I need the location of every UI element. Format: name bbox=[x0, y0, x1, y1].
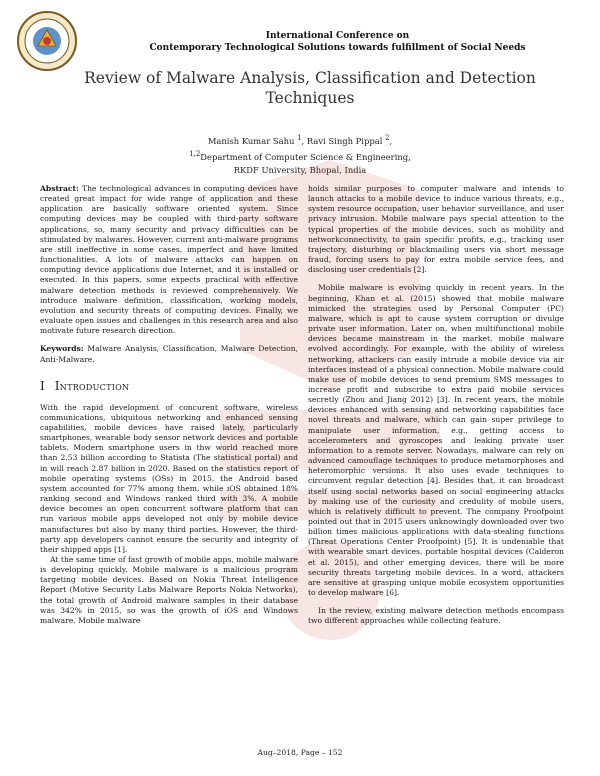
paper-title: Review of Malware Analysis, Classification and Detection Techniques bbox=[84, 69, 536, 107]
affiliation-sup: 1,2 bbox=[189, 149, 201, 158]
university-seal-logo bbox=[16, 10, 78, 72]
university-line: RKDF University, Bhopal, India bbox=[233, 164, 367, 175]
department: Department of Computer Science & Engineering, bbox=[200, 151, 411, 162]
conference-line-1: International Conference on bbox=[265, 31, 410, 41]
conference-line-2: Contemporary Technological Solutions towards fulfillment of Social Needs bbox=[149, 43, 526, 53]
section-number: I bbox=[40, 378, 45, 393]
abstract-label: Abstract: bbox=[40, 184, 79, 193]
author-2-sup: 2 bbox=[385, 134, 390, 142]
abstract-text: The technological advances in computing devices have created great impact for wide range of application and these application are basically software oriented system. Since computing devices may be coupled with third-party software applications, so, many security and privacy difficulties can be stimulated by malwares. However, current anti-malware programs are still ineffective in some cases, imperfect and have limited functionalities. A lots of malware attacks can happen on computing device applications due Internet, and it is installed or executed. In this papers, some expects practical with effective malware detection methods is reviewed comprehensively. We introduce malware definition, classification, working models, evolution and security threats of computing devices. Finally, we evaluate open issues and challenges in this research area and also motivate future research direction. bbox=[40, 184, 298, 336]
page-footer: Aug–2018, Page – 152 bbox=[257, 748, 343, 757]
left-paragraph-1: With the rapid development of concurent software, wireless communications, ubiquitous networking and enhanced sensing capabilities, mobile devices have raised lately, particularly smartphones, wearable body sensor network devices and portable tablets. Modern smartphone users in thw world reached more than 2.53 billion according to Statista (The statistical portal) and in will reach 2.87 billion in 2020. Based on the statistics report of mobile operating systems (OSs) in 2015, the Android based system accounted for 77% among them, while iOS obtained 18% ranking second and Windows ranked third with 3%. A mobile device becomes an open concurrent software platform that can run various mobile apps developed not only by mobile device manufactures but also by many third parties. However, the third-party app developers cannot ensure the security and integrity of their shipped apps [1]. bbox=[40, 402, 298, 554]
section-heading-introduction bbox=[40, 379, 298, 393]
right-paragraph-2: Mobile malware is evolving quickly in recent years. In the beginning, Khan et al. (2015) showed that mobile malware mimicked the strategies used by Personal Computer (PC) malware, which is apt to cause system corruption or divulge private user information. Later on, when multifunctional mobile devices became mainstream in the market, mobile malware evolved accordingly. For example, with the ability of wireless networking, attackers can easily intrude a mobile device via air interfaces instead of a physical connection. Mobile malware could make use of mobile devices to send premium SMS messages to increase profit and subscribe to extra paid mobile services secretly (Zhou and Jiang 2012) [3]. In recent years, the mobile devices enhanced with sensing and networking capabilities face novel threats and malware, which can gain super privilege to manipulate user information, e.g., getting access to accelerometers and gyroscopes and leaking private user information to a remote server. Nowadays, malware can rely on advanced camouflage techniques to produce metamorphoses and heteromorphic versions. It also uses evade techniques to circumvent regular detection [4]. Besides that, it can broadcast itself using social networks based on social engineering attacks by making use of the curiosity and credulity of mobile users, which is relatively difficult to prevent. The company Proofpoint pointed out that in 2015 users unknowingly downloaded over two billion times malicious applications with data-stealing functions (Threat Operations Center Proofpoint) [5]. It is undeniable that with wearable smart devices, portable hospital devices (Calderon et al. 2015), and other emerging devices, there will be more security threats targeting mobile devices. In a word, attackers are sensitive at grasping unique mobile ecosystem opportunities to develop malware [6]. bbox=[308, 283, 564, 598]
left-column bbox=[40, 184, 298, 626]
author-block bbox=[0, 132, 600, 177]
keywords-label: Keywords: bbox=[40, 344, 84, 354]
right-paragraph-3: In the review, existing malware detection methods encompass two different approaches while collecting feature. bbox=[308, 606, 564, 626]
section-title: Introduction bbox=[54, 378, 130, 393]
keywords-text: Malware Analysis, Classification, Malware Detection, Anti-Malware. bbox=[40, 344, 299, 364]
author-line: Manish Kumar Sahu $^1$, Ravi Singh Pippal $^2$, bbox=[207, 134, 393, 146]
author-1-name: Manish Kumar Sahu bbox=[207, 135, 295, 146]
abstract bbox=[40, 184, 298, 336]
department-line bbox=[0, 148, 600, 164]
right-column bbox=[308, 184, 564, 627]
author-1-sup: 1 bbox=[297, 134, 302, 142]
left-paragraph-2: At the same time of fast growth of mobile apps, mobile malware is developing quickly. Mobile malware is a malicious program targeting mobile devices. Based on Nokia Threat Intelligence Report (Motive Security Labs Malware Reports Nokia Networks), the total growth of Android malware samples in their database was 342% in 2015, so was the growth of iOS and Windows malware. Mobile malware bbox=[40, 555, 298, 625]
right-paragraph-1: holds similar purposes to computer malware and intends to launch attacks to a mobile device to induce various threats, e.g., system resource occupation, user behavior surveillance, and user privacy intrusion. Mobile malware pays special attention to the typical properties of the mobile devices, such as mobility and networkconnectivity, to gain specific profits, e.g., tracking user trajectory, disturbing or blackmailing users via short message fraud, forcing users to pay for extra mobile service fees, and disclosing user credentials [2]. bbox=[308, 184, 564, 275]
author-2-name: Ravi Singh Pippal bbox=[306, 135, 383, 146]
keywords bbox=[40, 344, 298, 364]
conference-header bbox=[80, 30, 595, 54]
